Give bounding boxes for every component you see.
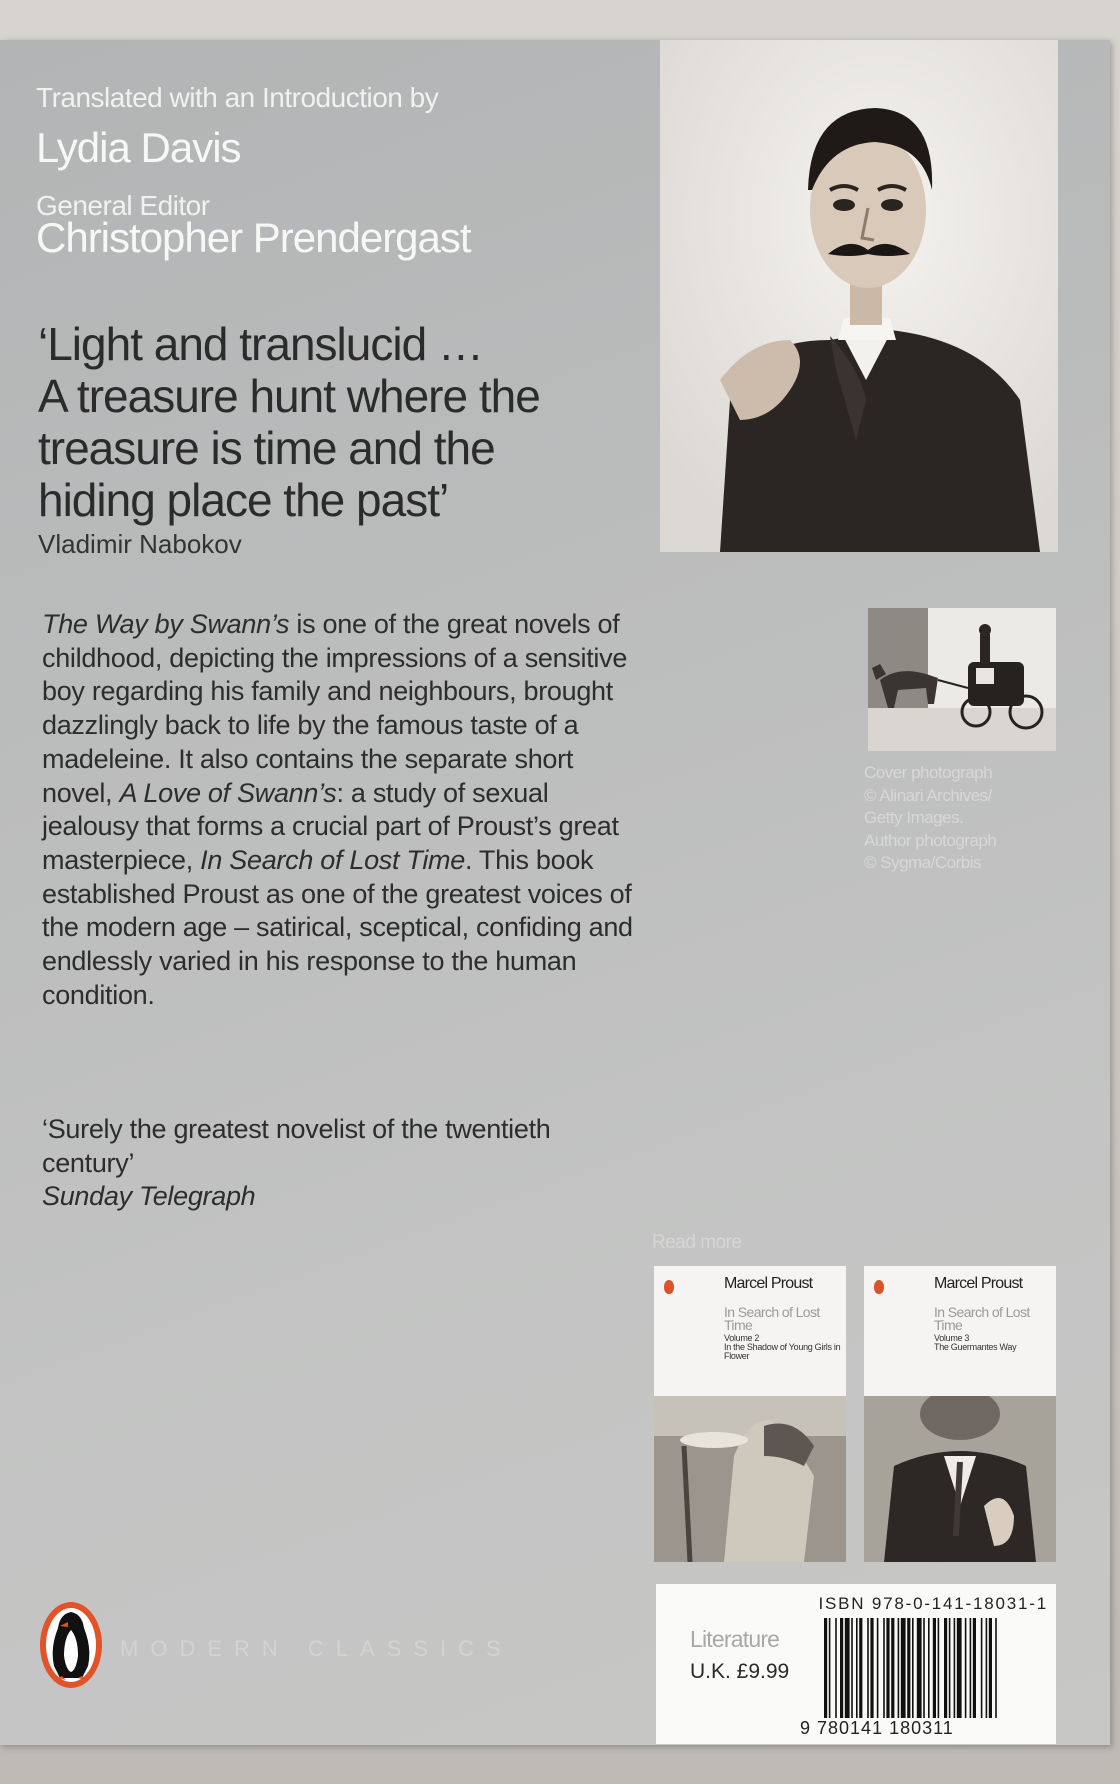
related-book-cover xyxy=(864,1266,1056,1562)
barcode-bar xyxy=(898,1618,900,1718)
barcode-bar xyxy=(923,1618,925,1718)
barcode-bar xyxy=(944,1618,947,1718)
book-description xyxy=(42,608,642,1012)
barcode-bar xyxy=(851,1618,853,1718)
barcode-bar xyxy=(867,1618,869,1718)
related-book-photo xyxy=(864,1396,1056,1562)
title-italic: The Way by Swann’s xyxy=(42,609,290,639)
cover-photo-thumbnail xyxy=(868,608,1056,751)
related-book-title: The Guermantes Way xyxy=(934,1342,1017,1352)
barcode-bar xyxy=(891,1618,894,1718)
barcode-bar xyxy=(859,1618,862,1718)
book-price: U.K. £9.99 xyxy=(690,1660,790,1683)
barcode-bar xyxy=(957,1618,962,1718)
description-text: is one of the great novels of childhood, depicting the impressions of a sensitive boy regarding his family and neighbours, brought dazzlingly back to life by the famous taste of a madeleine. It also contains the separate short novel, xyxy=(42,609,628,808)
photo-credit-line: Author photograph xyxy=(864,830,997,850)
read-more-label: Read more xyxy=(652,1232,742,1253)
pull-quote-line: ‘Light and translucid … xyxy=(38,318,483,370)
barcode-bar xyxy=(883,1618,885,1718)
barcode-bar xyxy=(981,1618,983,1718)
barcode-bar xyxy=(901,1618,906,1718)
barcode-bar xyxy=(845,1618,850,1718)
related-book-volume-number: Volume 2 xyxy=(724,1333,760,1343)
barcode-bar xyxy=(824,1618,827,1718)
related-book-series: In Search of Lost Time xyxy=(934,1304,1030,1333)
barcode-bar xyxy=(970,1618,972,1718)
barcode-bar xyxy=(954,1618,956,1718)
translator-intro: Translated with an Introduction by xyxy=(36,82,439,113)
pull-quote xyxy=(38,318,658,526)
barcode-bar xyxy=(949,1618,951,1718)
pull-quote-line: hiding place the past’ xyxy=(38,474,449,526)
photo-credit-line: © Sygma/Corbis xyxy=(864,853,982,872)
barcode-bar xyxy=(877,1618,879,1718)
barcode-bar xyxy=(989,1618,992,1718)
barcode-bar xyxy=(928,1618,930,1718)
translator-name: Lydia Davis xyxy=(36,124,241,171)
pull-quote-line: treasure is time and the xyxy=(38,422,495,474)
review-quote xyxy=(42,1113,562,1214)
barcode-bar xyxy=(933,1618,936,1718)
review-text: ‘Surely the greatest novelist of the twentieth century’ xyxy=(42,1114,551,1178)
title-italic: A Love of Swann’s xyxy=(119,777,337,808)
barcode-bar xyxy=(938,1618,940,1718)
editor-label: General Editor xyxy=(36,190,210,221)
related-book-author: Marcel Proust xyxy=(934,1275,1023,1292)
series-name: MODERN CLASSICS xyxy=(120,1636,513,1661)
barcode-bar xyxy=(835,1618,837,1718)
author-portrait-photo xyxy=(660,40,1058,552)
review-source: Sunday Telegraph xyxy=(42,1181,256,1212)
barcode-bar xyxy=(856,1618,858,1718)
photo-credit-line: Getty Images. xyxy=(864,808,964,827)
pull-quote-line: A treasure hunt where the xyxy=(38,370,540,422)
editor-name: Christopher Prendergast xyxy=(36,214,471,261)
barcode-digits: 9 780141 180311 xyxy=(800,1718,954,1738)
penguin-logo-icon xyxy=(38,1600,104,1690)
barcode-bar xyxy=(986,1618,988,1718)
title-italic: In Search of Lost Time xyxy=(200,844,465,875)
penguin-logo-icon xyxy=(874,1280,884,1294)
related-book-photo xyxy=(654,1396,846,1562)
related-book-series: In Search of Lost Time xyxy=(724,1304,820,1333)
barcode-bar xyxy=(995,1618,997,1718)
related-book-volume xyxy=(724,1334,844,1361)
related-book-volume-number: Volume 3 xyxy=(934,1333,970,1343)
barcode-bar xyxy=(886,1618,889,1718)
barcode-bar xyxy=(840,1618,843,1718)
photo-credit-line: © Alinari Archives/ xyxy=(864,785,992,805)
barcode-panel xyxy=(656,1584,1056,1744)
barcode-bar xyxy=(912,1618,914,1718)
related-book-author: Marcel Proust xyxy=(724,1275,813,1292)
barcode-bar xyxy=(917,1618,922,1718)
barcode-bar xyxy=(870,1618,873,1718)
penguin-logo-icon xyxy=(664,1280,674,1294)
photo-credit-line: Cover photograph xyxy=(864,763,993,782)
related-book-volume xyxy=(934,1334,1054,1352)
related-book-cover xyxy=(654,1266,846,1562)
description-text: . This book established Proust as one of the greatest voices of the modern age – satirical, sceptical, confiding and endlessly varied in his response to the human condition. xyxy=(42,844,633,1010)
barcode xyxy=(822,1618,1046,1718)
book-category: Literature xyxy=(690,1626,780,1652)
barcode-bar xyxy=(829,1618,831,1718)
barcode-bar xyxy=(907,1618,910,1718)
isbn-number: ISBN 978-0-141-18031-1 xyxy=(818,1594,1048,1613)
photo-credits xyxy=(864,762,1064,875)
related-book-title: In the Shadow of Young Girls in Flower xyxy=(724,1342,841,1361)
description-text: : a study of sexual jealousy that forms a crucial part of Proust’s great masterpiece, xyxy=(42,777,619,875)
barcode-bar xyxy=(965,1618,967,1718)
pull-quote-attribution: Vladimir Nabokov xyxy=(38,529,242,559)
barcode-bar xyxy=(973,1618,976,1718)
